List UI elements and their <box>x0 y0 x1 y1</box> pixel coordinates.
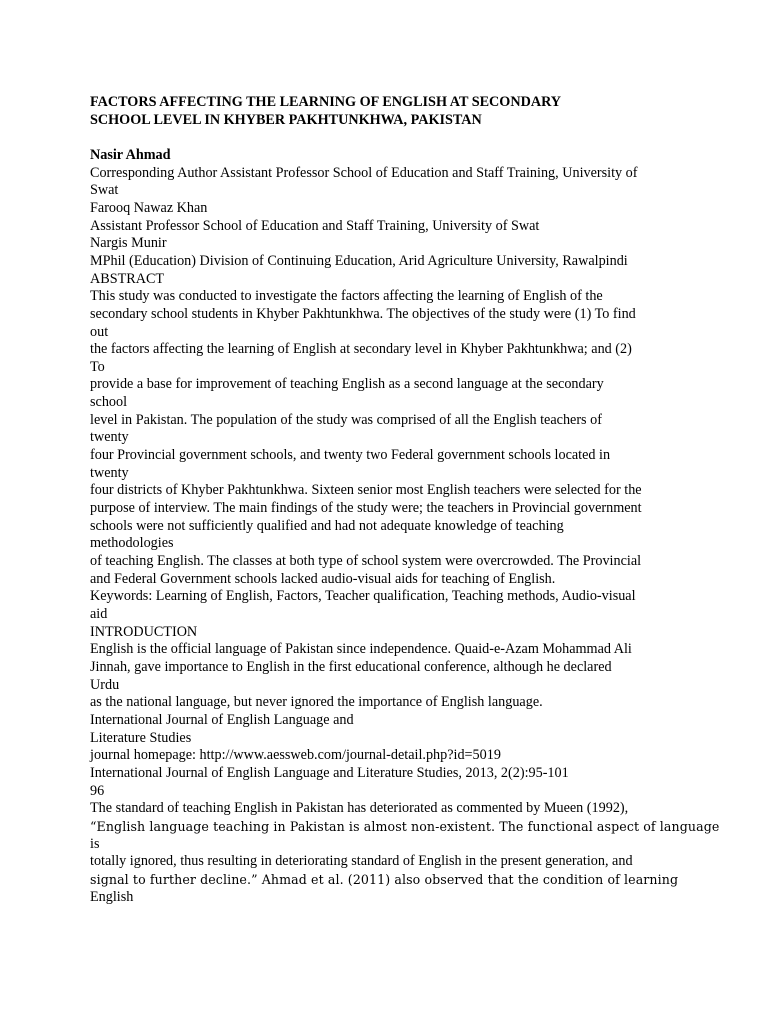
title-line-2: SCHOOL LEVEL IN KHYBER PAKHTUNKHWA, PAKISTAN <box>90 111 482 128</box>
body-line: Farooq Nawaz Khan <box>90 199 208 216</box>
journal-name-line: International Journal of English Language and <box>90 711 354 728</box>
journal-citation-line: International Journal of English Language and Literature Studies, 2013, 2(2):95-101 <box>90 764 569 781</box>
author-name: Nasir Ahmad <box>90 146 171 163</box>
quote-line: “English language teaching in Pakistan is almost non-existent. The functional aspect of language <box>90 818 720 834</box>
document-body <box>90 164 720 907</box>
page-number: 96 <box>90 782 105 799</box>
journal-name-line: Literature Studies <box>90 729 192 746</box>
keywords-line: Keywords: Learning of English, Factors, Teacher qualification, Teaching methods, Audio-visual <box>90 588 636 605</box>
body-line: the factors affecting the learning of English at secondary level in Khyber Pakhtunkhwa; and (2) <box>90 341 632 358</box>
body-line: twenty <box>90 464 129 481</box>
body-line: school <box>90 394 128 411</box>
body-line: four districts of Khyber Pakhtunkhwa. Sixteen senior most English teachers were selected for the <box>90 482 642 499</box>
body-line: English <box>90 888 134 905</box>
document-page <box>90 94 720 906</box>
quote-line: signal to further decline.” Ahmad et al. (2011) also observed that the condition of learning <box>90 871 679 887</box>
body-line: out <box>90 323 109 340</box>
body-line: secondary school students in Khyber Pakhtunkhwa. The objectives of the study were (1) To find <box>90 305 636 322</box>
journal-homepage-line: journal homepage: http://www.aessweb.com/journal-detail.php?id=5019 <box>90 747 501 764</box>
introduction-heading: INTRODUCTION <box>90 623 198 640</box>
abstract-heading: ABSTRACT <box>90 270 165 287</box>
body-line: This study was conducted to investigate the factors affecting the learning of English of the <box>90 288 603 305</box>
body-line: The standard of teaching English in Pakistan has deteriorated as commented by Mueen (1992), <box>90 800 629 817</box>
body-line: Nargis Munir <box>90 235 167 252</box>
body-line: Swat <box>90 182 119 199</box>
body-line: and Federal Government schools lacked audio-visual aids for teaching of English. <box>90 570 556 587</box>
body-line: methodologies <box>90 535 174 552</box>
spacer <box>90 129 690 147</box>
body-line: Corresponding Author Assistant Professor School of Education and Staff Training, University of <box>90 164 638 181</box>
body-line: MPhil (Education) Division of Continuing Education, Arid Agriculture University, Rawalpindi <box>90 252 628 269</box>
body-line: purpose of interview. The main findings of the study were; the teachers in Provincial government <box>90 500 642 517</box>
body-line: as the national language, but never ignored the importance of English language. <box>90 694 543 711</box>
body-line: of teaching English. The classes at both type of school system were overcrowded. The Provincial <box>90 553 642 570</box>
body-line: aid <box>90 606 108 623</box>
document-title <box>90 94 690 129</box>
body-line: Assistant Professor School of Education and Staff Training, University of Swat <box>90 217 540 234</box>
body-line: four Provincial government schools, and twenty two Federal government schools located in <box>90 447 611 464</box>
body-line: English is the official language of Pakistan since independence. Quaid-e-Azam Mohammad Ali <box>90 641 632 658</box>
body-line: Jinnah, gave importance to English in the first educational conference, although he declared <box>90 658 612 675</box>
body-line: To <box>90 358 105 375</box>
body-line: Urdu <box>90 676 120 693</box>
body-line: totally ignored, thus resulting in deteriorating standard of English in the present generation, and <box>90 853 633 870</box>
body-line: provide a base for improvement of teaching English as a second language at the secondary <box>90 376 604 393</box>
body-line: level in Pakistan. The population of the study was comprised of all the English teachers of <box>90 411 602 428</box>
body-line: twenty <box>90 429 129 446</box>
body-line: is <box>90 835 100 852</box>
body-line: schools were not sufficiently qualified and had not adequate knowledge of teaching <box>90 517 564 534</box>
title-line-1: FACTORS AFFECTING THE LEARNING OF ENGLISH AT SECONDARY <box>90 94 562 110</box>
